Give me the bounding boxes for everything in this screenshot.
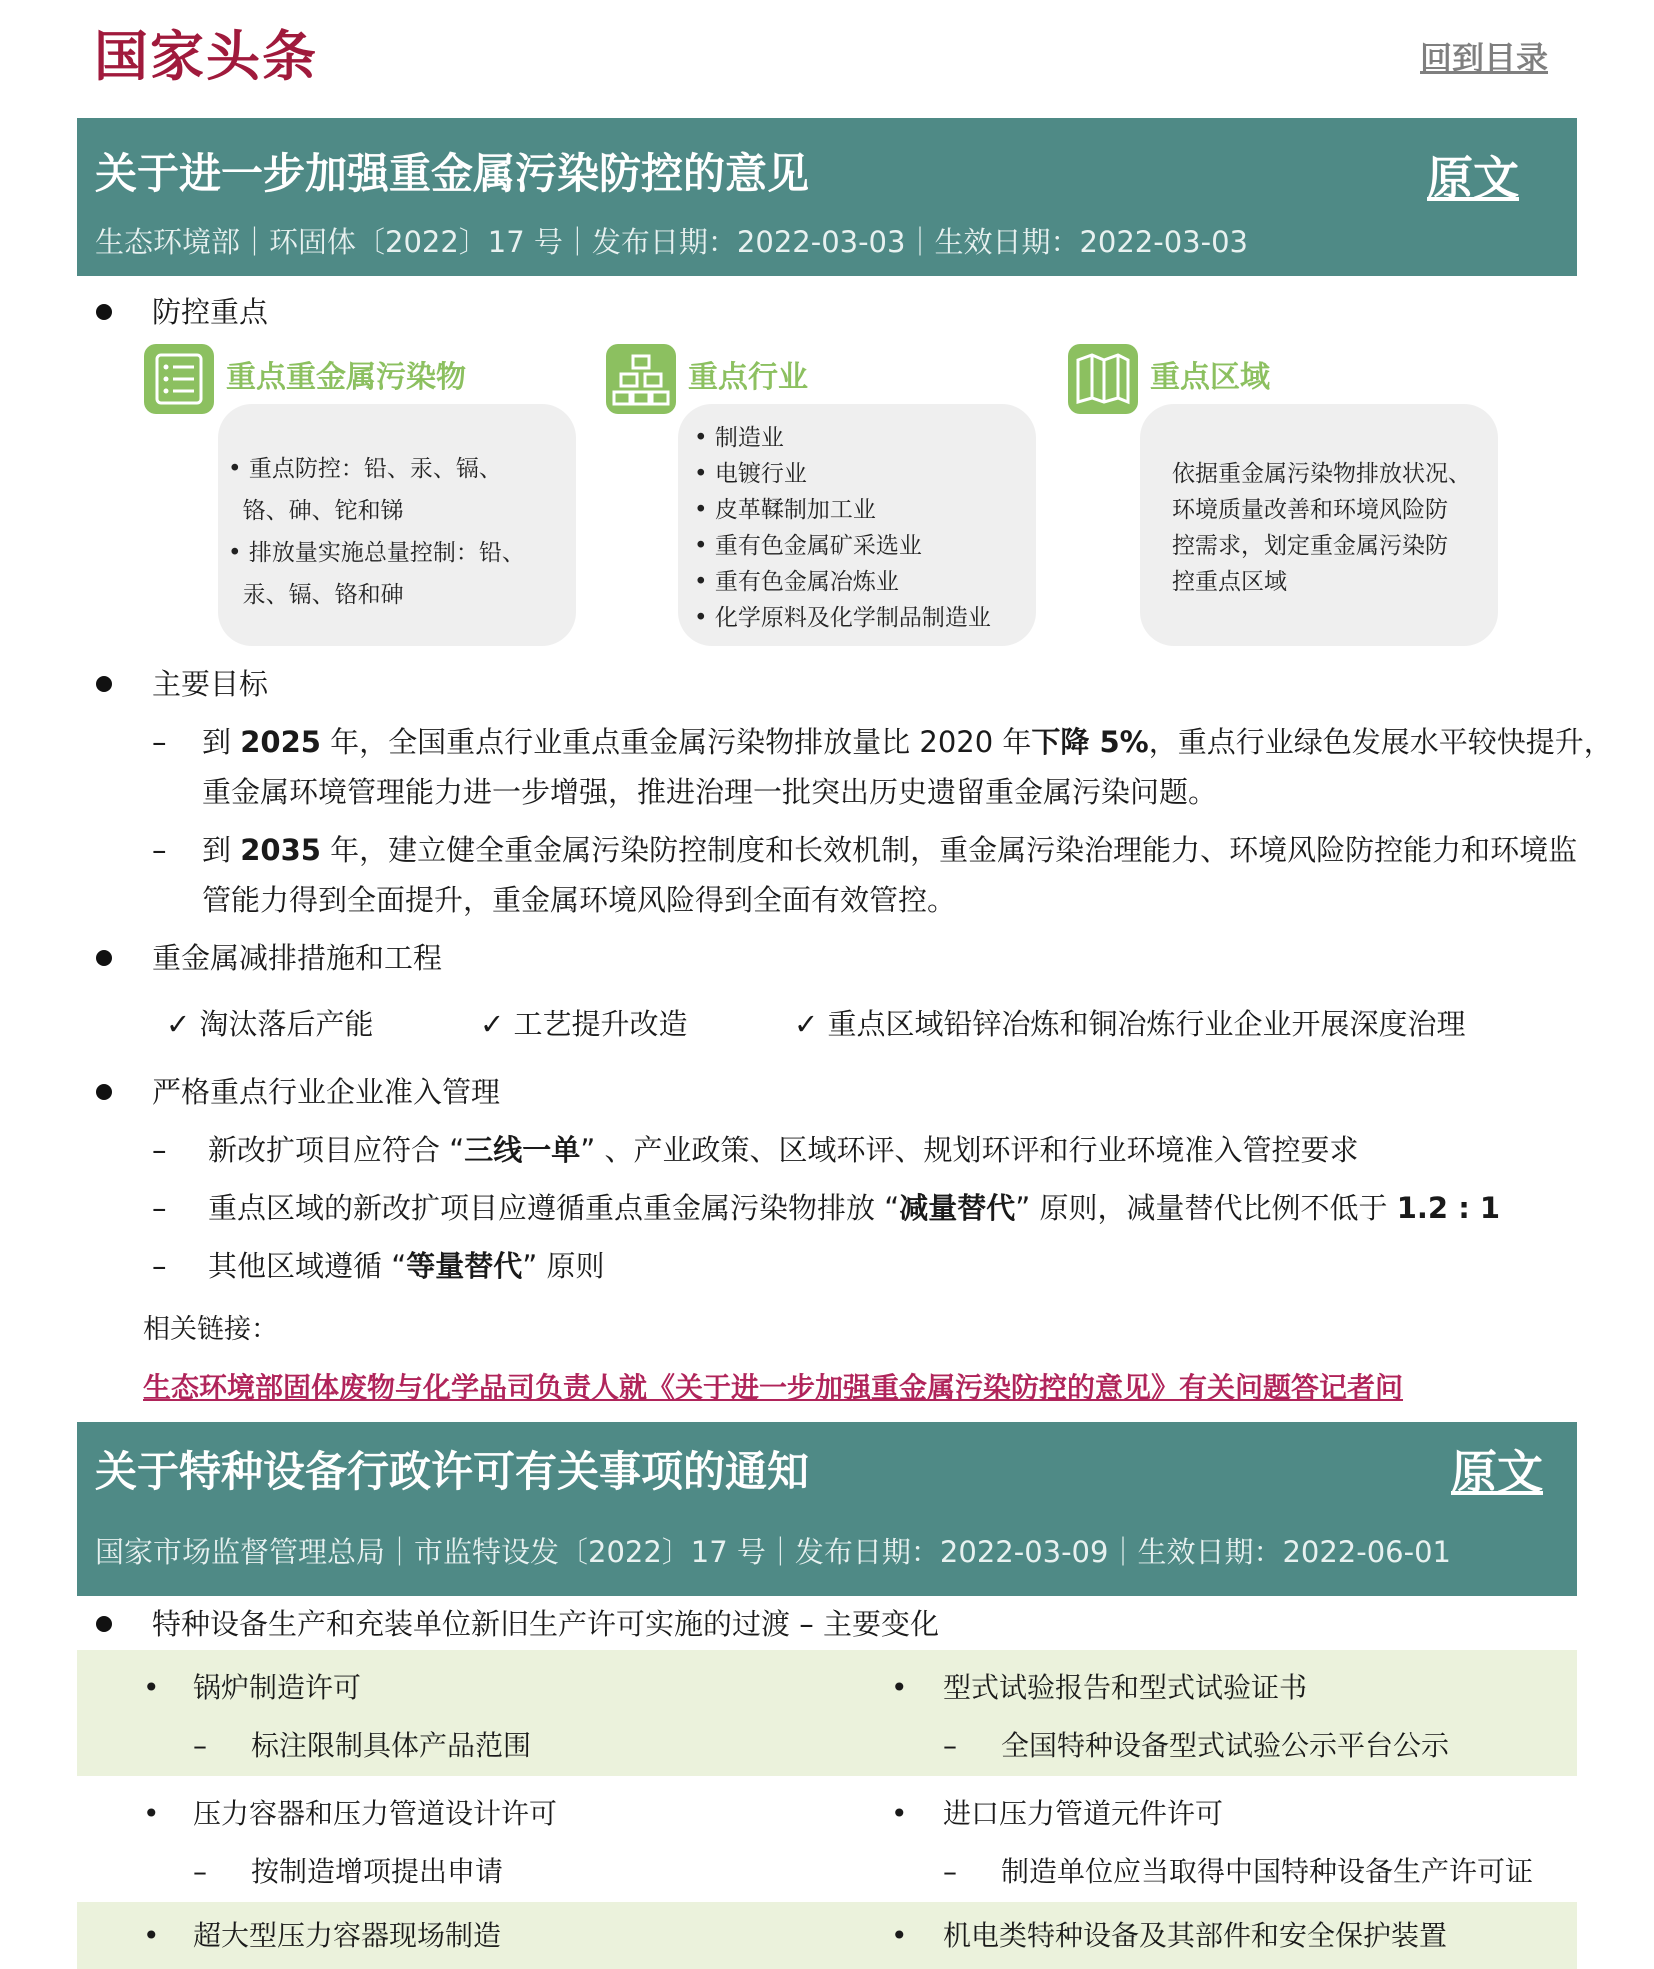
change-row [77, 1650, 1577, 1776]
article1-original-link[interactable]: 原文 [1427, 151, 1519, 205]
dash-marker: – [943, 1855, 957, 1888]
change-row [77, 1776, 1577, 1902]
dash-marker: – [152, 833, 167, 867]
change-right-title: 进口压力管道元件许可 [943, 1797, 1224, 1830]
list-item: • 电镀行业 [694, 461, 807, 487]
related-article-link[interactable]: 生态环境部固体废物与化学品司负责人就《关于进一步加强重金属污染防控的意见》有关问题答记者问 [143, 1371, 1404, 1404]
change-left-title: 超大型压力容器现场制造 [193, 1919, 502, 1952]
measure-item: ✓ 重点区域铅锌冶炼和铜冶炼行业企业开展深度治理 [794, 1007, 1466, 1041]
back-to-contents-link[interactable]: 回到目录 [1420, 39, 1549, 77]
access-item: 新改扩项目应符合 “三线一单” 、产业政策、区域环评、规划环评和行业环境准入管控要求 [208, 1133, 1359, 1167]
category-card-industries [678, 404, 1036, 646]
page-title: 国家头条 [94, 25, 318, 88]
list-item: 铬、砷、铊和锑 [228, 498, 404, 524]
change-left-title: 压力容器和压力管道设计许可 [193, 1797, 558, 1830]
goal-2025-line2: 重金属环境管理能力进一步增强，推进治理一批突出历史遗留重金属污染问题。 [202, 775, 1218, 809]
list-item: • 皮革鞣制加工业 [694, 497, 876, 523]
dash-marker: – [152, 1191, 167, 1225]
goal-2025-line1: 到 2025 年，全国重点行业重点重金属污染物排放量比 2020 年下降 5%，重点行业绿色发展水平较快提升， [202, 725, 1613, 759]
bullet-marker: • [891, 1919, 908, 1952]
change-left-title: 锅炉制造许可 [193, 1671, 362, 1704]
section-focus-heading: 防控重点 [152, 295, 269, 329]
list-item: 环境质量改善和环境风险防 [1172, 497, 1448, 523]
list-icon [144, 344, 214, 414]
article2-original-link[interactable]: 原文 [1451, 1445, 1543, 1499]
category-title-pollutants: 重点重金属污染物 [226, 360, 466, 395]
checkmark-icon: ✓ [166, 1007, 200, 1041]
article1-meta: 生态环境部｜环固体〔2022〕17 号｜发布日期：2022-03-03｜生效日期：2022-03-03 [95, 225, 1248, 259]
checkmark-icon: ✓ [480, 1007, 514, 1041]
access-item: 其他区域遵循 “等量替代” 原则 [208, 1249, 605, 1283]
list-item: 控重点区域 [1172, 569, 1287, 595]
bullet-marker: • [143, 1671, 160, 1704]
bullet-marker: • [143, 1797, 160, 1830]
category-card-pollutants [218, 404, 576, 646]
related-label: 相关链接： [143, 1314, 278, 1345]
list-item: • 制造业 [694, 425, 784, 451]
bullet-marker: • [143, 1919, 160, 1952]
dash-marker: – [152, 725, 167, 759]
dash-marker: – [943, 1729, 957, 1762]
bullet-dot [96, 304, 112, 320]
list-item: • 化学原料及化学制品制造业 [694, 605, 991, 631]
article1-title: 关于进一步加强重金属污染防控的意见 [95, 149, 810, 198]
article2-banner [77, 1422, 1577, 1596]
change-left-sub: 标注限制具体产品范围 [251, 1729, 532, 1762]
category-title-regions: 重点区域 [1150, 360, 1270, 395]
map-icon [1068, 344, 1138, 414]
checkmark-icon: ✓ [794, 1007, 828, 1041]
bullet-marker: • [891, 1671, 908, 1704]
dash-marker: – [193, 1855, 207, 1888]
measure-item: ✓ 淘汰落后产能 [166, 1007, 374, 1041]
change-right-sub: 全国特种设备型式试验公示平台公示 [1001, 1729, 1450, 1762]
measure-item: ✓ 工艺提升改造 [480, 1007, 688, 1041]
access-item: 重点区域的新改扩项目应遵循重点重金属污染物排放 “减量替代” 原则，减量替代比例不低于 1.2 : 1 [208, 1191, 1501, 1225]
dash-marker: – [193, 1729, 207, 1762]
article2-meta: 国家市场监督管理总局｜市监特设发〔2022〕17 号｜发布日期：2022-03-09｜生效日期：2022-06-01 [95, 1535, 1451, 1569]
list-item: 依据重金属污染物排放状况、 [1172, 461, 1471, 487]
goal-2035-line2: 管能力得到全面提升，重金属环境风险得到全面有效管控。 [202, 883, 957, 917]
change-row [77, 1902, 1577, 1969]
category-title-industries: 重点行业 [688, 360, 808, 395]
goal-2035-line1: 到 2035 年，建立健全重金属污染防控制度和长效机制，重金属污染治理能力、环境风险防控能力和环境监 [202, 833, 1578, 867]
bullet-dot [96, 1616, 112, 1632]
change-right-title: 型式试验报告和型式试验证书 [943, 1671, 1308, 1704]
article2-title: 关于特种设备行政许可有关事项的通知 [95, 1447, 810, 1496]
factory-icon [606, 344, 676, 414]
list-item: • 排放量实施总量控制：铅、 [228, 540, 525, 566]
bullet-dot [96, 950, 112, 966]
dash-marker: – [152, 1133, 167, 1167]
list-item: • 重有色金属冶炼业 [694, 569, 899, 595]
dash-marker: – [152, 1249, 167, 1283]
change-right-title: 机电类特种设备及其部件和安全保护装置 [943, 1919, 1448, 1952]
category-card-regions [1140, 404, 1498, 646]
bullet-marker: • [891, 1797, 908, 1830]
change-left-sub: 按制造增项提出申请 [251, 1855, 504, 1888]
section-measures-heading: 重金属减排措施和工程 [152, 941, 443, 975]
bullet-dot [96, 676, 112, 692]
section-access-heading: 严格重点行业企业准入管理 [152, 1075, 501, 1109]
bullet-dot [96, 1084, 112, 1100]
list-item: • 重点防控：铅、汞、镉、 [228, 456, 502, 482]
list-item: • 重有色金属矿采选业 [694, 533, 922, 559]
section-transition-heading: 特种设备生产和充装单位新旧生产许可实施的过渡 – 主要变化 [152, 1607, 939, 1641]
list-item: 控需求，划定重金属污染防 [1172, 533, 1448, 559]
section-goals-heading: 主要目标 [152, 667, 269, 701]
list-item: 汞、镉、铬和砷 [228, 582, 404, 608]
article1-banner [77, 118, 1577, 276]
change-right-sub: 制造单位应当取得中国特种设备生产许可证 [1001, 1855, 1534, 1888]
